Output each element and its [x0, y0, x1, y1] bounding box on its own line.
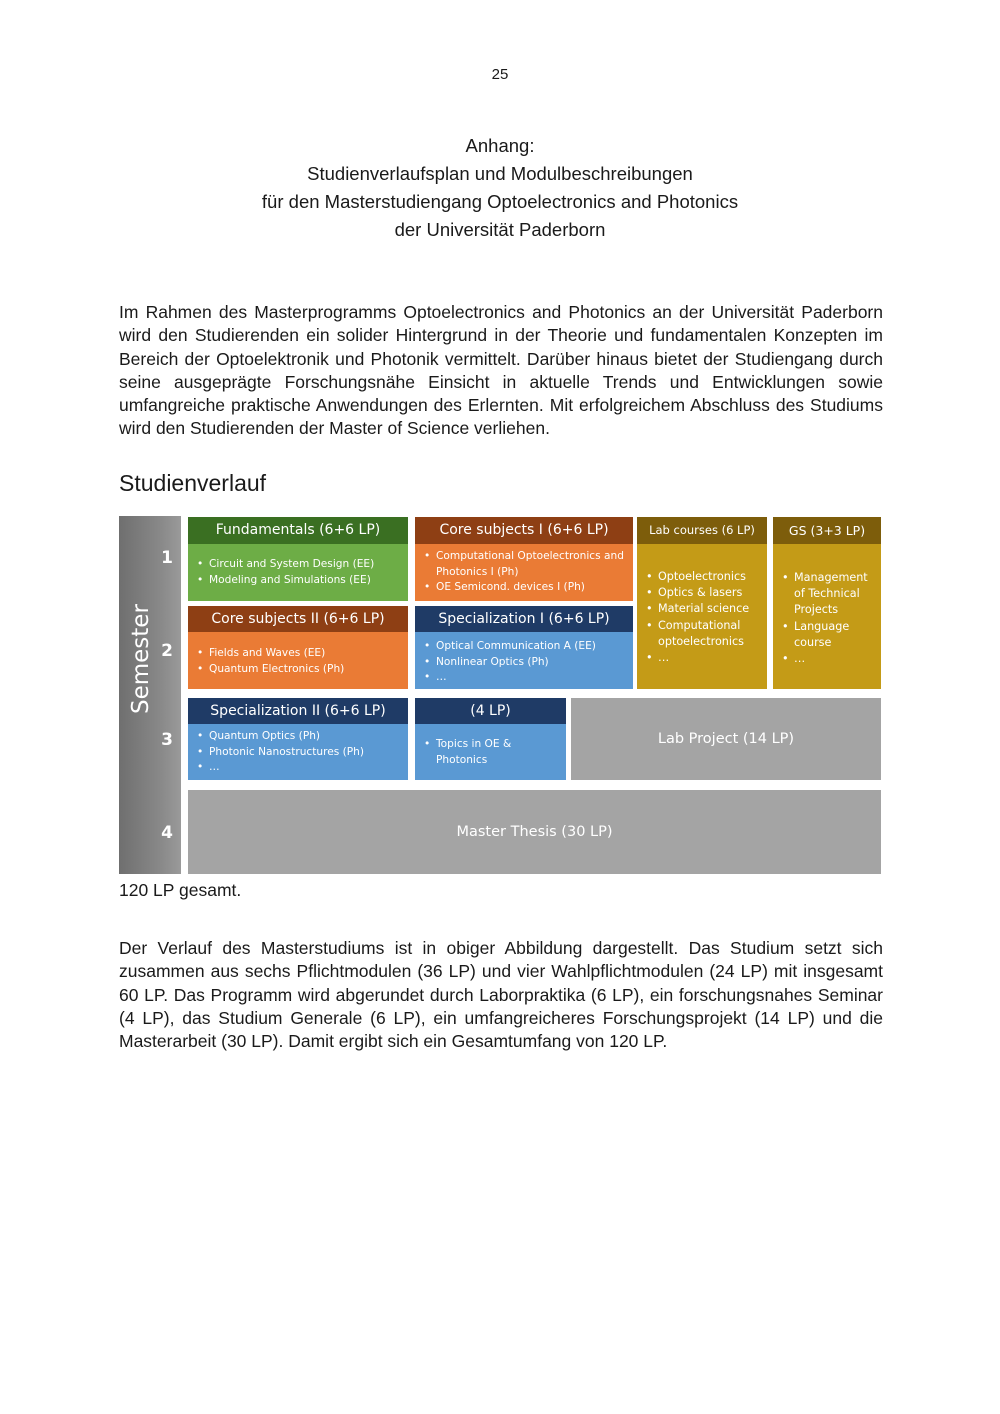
- module-item: • Quantum Electronics (Ph): [196, 662, 404, 678]
- semester-axis: Semester 1 2 3 4: [119, 516, 181, 874]
- module-body: [415, 544, 633, 601]
- module-title: Core subjects II (6+6 LP): [188, 606, 408, 632]
- module-core-subjects-1: [415, 517, 633, 601]
- module-title: Lab courses (6 LP): [637, 517, 767, 544]
- module-item: • …: [645, 650, 764, 666]
- title-line: Studienverlaufsplan und Modulbeschreibungen: [307, 163, 693, 184]
- diagram-caption: 120 LP gesamt.: [119, 880, 242, 900]
- semester-number: 2: [161, 641, 173, 661]
- title-line: für den Masterstudiengang Optoelectronics and Photonics: [261, 191, 739, 212]
- semester-number: 1: [161, 548, 173, 568]
- module-item: • …: [423, 670, 629, 686]
- module-item: • Optical Communication A (EE): [423, 639, 629, 655]
- module-item: • Photonic Nanostructures (Ph): [196, 745, 404, 761]
- module-item: • Optics & lasers: [645, 585, 764, 601]
- module-item: • Computational optoelectronics: [645, 618, 764, 650]
- document-title: [0, 132, 1000, 244]
- semester-number: 4: [161, 823, 173, 843]
- module-title: Fundamentals (6+6 LP): [188, 517, 408, 544]
- module-item: • …: [196, 760, 404, 776]
- module-specialization-1: [415, 606, 633, 689]
- module-body: [637, 544, 767, 689]
- module-body: [188, 544, 408, 601]
- module-item: • Quantum Optics (Ph): [196, 729, 404, 745]
- body-paragraph: Der Verlauf des Masterstudiums ist in obiger Abbildung dargestellt. Das Studium setzt sich zusammen aus sechs Pflichtmodulen (36 LP) und vier Wahlpflichtmodulen (24 LP) mit insgesamt 60 LP. Das Programm wird abgerundet durch Laborpraktika (6 LP), ein forschungsnahes Seminar (4 LP), das Studium Generale (6 LP), ein umfangreicheres Forschungsprojekt (14 LP) und die Masterarbeit (30 LP). Damit ergibt sich ein Gesamtumfang von 120 LP.: [119, 938, 883, 1052]
- module-body: [415, 632, 633, 689]
- module-item: • Modeling and Simulations (EE): [196, 573, 404, 589]
- study-plan-diagram: [119, 516, 881, 874]
- module-item: • Circuit and System Design (EE): [196, 557, 404, 573]
- module-title: Specialization II (6+6 LP): [188, 698, 408, 724]
- module-lab-courses: [637, 517, 767, 689]
- module-core-subjects-2: [188, 606, 408, 689]
- module-item: • Nonlinear Optics (Ph): [423, 655, 629, 671]
- module-item: • Management of Technical Projects: [781, 570, 878, 619]
- module-title: Core subjects I (6+6 LP): [415, 517, 633, 544]
- module-item: • Material science: [645, 601, 764, 617]
- module-title: GS (3+3 LP): [773, 517, 881, 544]
- semester-number: 3: [161, 730, 173, 750]
- module-item: • Optoelectronics: [645, 569, 764, 585]
- page-number: 25: [491, 66, 509, 83]
- intro-paragraph: Im Rahmen des Masterprogramms Optoelectronics and Photonics an der Universität Paderborn wird den Studierenden ein solider Hintergrund in der Theorie und fundamentalen Konzepten im Bereich der Optoelektronik und Photonik vermittelt. Darüber hinaus bietet der Studiengang durch seine ausgeprägte Forschungsnähe Einsicht in aktuelle Trends und Entwicklungen sowie umfangreiche praktische Anwendungen des Erlernten. Mit erfolgreichem Abschluss des Studiums wird den Studierenden der Master of Science verliehen.: [119, 302, 883, 439]
- module-master-thesis: Master Thesis (30 LP): [188, 790, 881, 874]
- module-specialization-2: [188, 698, 408, 780]
- module-lab-project: Lab Project (14 LP): [571, 698, 881, 780]
- module-fundamentals: [188, 517, 408, 601]
- module-title: Specialization I (6+6 LP): [415, 606, 633, 632]
- module-body: [188, 724, 408, 780]
- module-body: [188, 632, 408, 689]
- module-gs: [773, 517, 881, 689]
- module-body: [415, 724, 566, 780]
- module-item: • …: [781, 651, 878, 667]
- module-item: • Computational Optoelectronics and Photonics I (Ph): [423, 549, 629, 580]
- module-seminar: [415, 698, 566, 780]
- module-body: [773, 544, 881, 689]
- title-line: der Universität Paderborn: [394, 219, 606, 240]
- module-item: • Fields and Waves (EE): [196, 646, 404, 662]
- module-item: • Language course: [781, 619, 878, 651]
- module-title: (4 LP): [415, 698, 566, 724]
- title-line: Anhang:: [465, 135, 535, 156]
- module-item: • OE Semicond. devices I (Ph): [423, 580, 629, 596]
- module-item: • Topics in OE & Photonics: [423, 737, 562, 768]
- section-heading: Studienverlauf: [119, 470, 267, 496]
